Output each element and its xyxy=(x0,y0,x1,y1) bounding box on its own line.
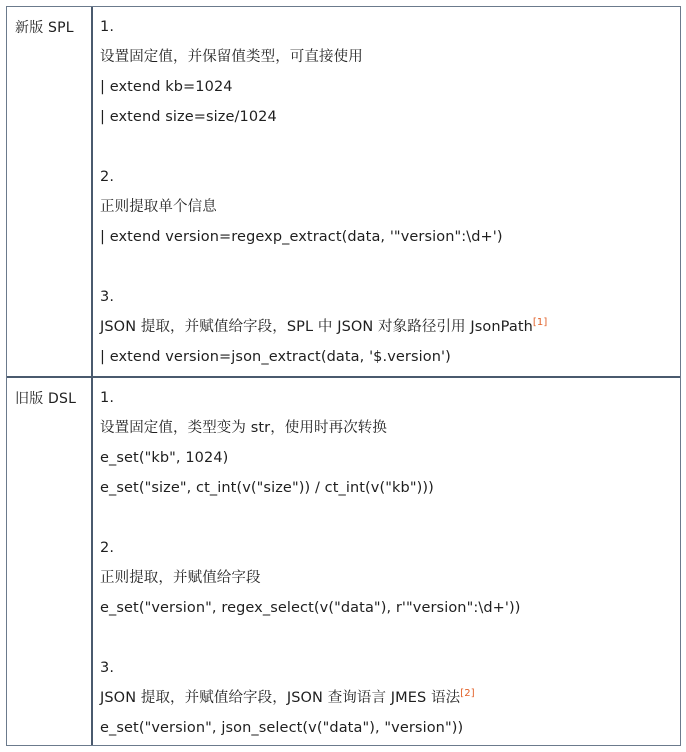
row-content-dsl xyxy=(93,378,680,745)
spl-blank-2 xyxy=(100,257,680,287)
dsl-line-8: e_set("version", regex_select(v("data"), r'"version":\d+')) xyxy=(100,600,521,616)
spl-line-4: | extend size=size/1024 xyxy=(100,109,277,125)
dsl-line-11-text: JSON 提取，并赋值给字段，JSON 查询语言 JMES 语法 xyxy=(100,690,461,706)
spl-line-1: 1. xyxy=(100,19,115,35)
spl-line-7: 正则提取单个信息 xyxy=(100,199,217,215)
spl-line-6: 2. xyxy=(100,169,115,185)
dsl-line-11 xyxy=(100,688,680,718)
table-row-dsl xyxy=(7,378,680,745)
spl-blank-1 xyxy=(100,137,680,167)
spl-line-2: 设置固定值，并保留值类型，可直接使用 xyxy=(100,49,363,65)
footnote-ref-1[interactable]: [1] xyxy=(532,317,548,328)
spl-line-11-text: JSON 提取，并赋值给字段，SPL 中 JSON 对象路径引用 JsonPath xyxy=(100,319,533,335)
dsl-line-12: e_set("version", json_select(v("data"), "version")) xyxy=(100,720,464,736)
dsl-line-6: 2. xyxy=(100,540,115,556)
dsl-line-7: 正则提取，并赋值给字段 xyxy=(100,570,261,586)
comparison-table xyxy=(6,6,681,746)
dsl-line-1: 1. xyxy=(100,390,115,406)
table-row-spl xyxy=(7,7,680,378)
row-label-dsl: 旧版 DSL xyxy=(7,378,93,745)
dsl-blank-2 xyxy=(100,628,680,658)
spl-line-8: | extend version=regexp_extract(data, '"version":\d+') xyxy=(100,229,503,245)
row-content-spl xyxy=(93,7,680,376)
dsl-line-10: 3. xyxy=(100,660,115,676)
spl-line-11 xyxy=(100,317,680,347)
footnote-ref-2[interactable]: [2] xyxy=(460,688,475,699)
dsl-blank-1 xyxy=(100,508,680,538)
dsl-line-2: 设置固定值，类型变为 str，使用时再次转换 xyxy=(100,420,388,436)
dsl-line-3: e_set("kb", 1024) xyxy=(100,450,229,466)
spl-line-12: | extend version=json_extract(data, '$.version') xyxy=(100,349,451,365)
row-label-spl: 新版 SPL xyxy=(7,7,93,376)
dsl-line-4: e_set("size", ct_int(v("size")) / ct_int(v("kb"))) xyxy=(100,480,434,496)
spl-line-3: | extend kb=1024 xyxy=(100,79,233,95)
spl-line-10: 3. xyxy=(100,289,115,305)
